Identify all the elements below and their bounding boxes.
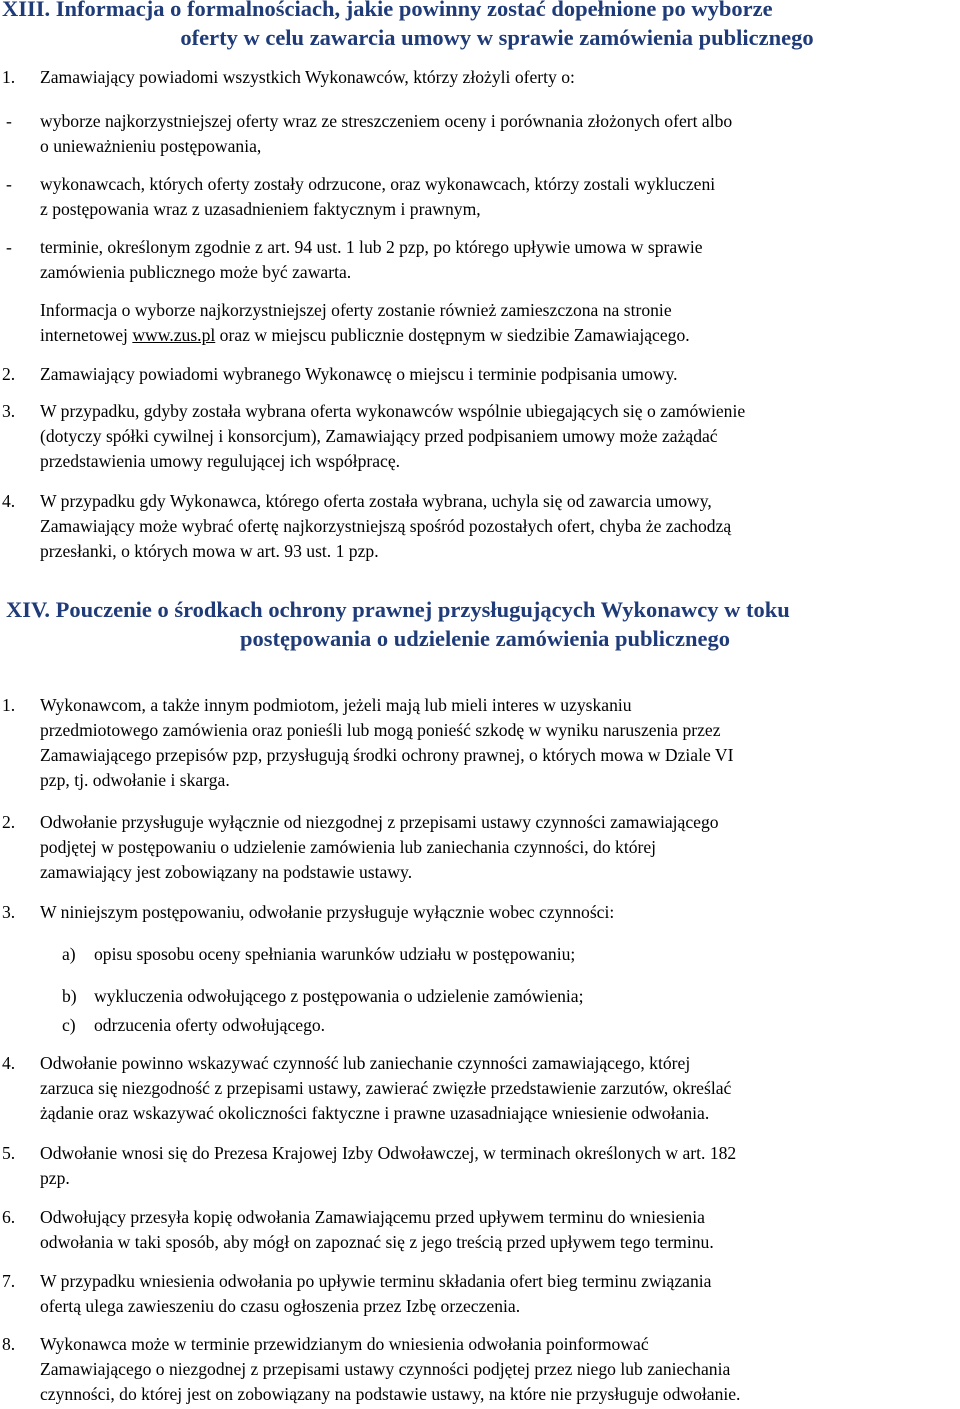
- item-number: 6.: [2, 1207, 16, 1227]
- section-13-title-line1: Informacja o formalnościach, jakie powinny zostać dopełnione po wyborze: [55, 0, 773, 21]
- zus-website-link[interactable]: www.zus.pl: [132, 325, 216, 345]
- section-14-title-line2: postępowania o udzielenie zamówienia publicznego: [239, 626, 730, 651]
- sub-item-text: wykluczenia odwołującego z postępowania o udzielenie zamówienia;: [94, 986, 584, 1006]
- item-number: 8.: [2, 1334, 16, 1354]
- bullet-text: terminie, określonym zgodnie z art. 94 ust. 1 lub 2 pzp, po którego upływie umowa w sprawie zamówienia publicznego może być zawarta.: [40, 237, 703, 282]
- info-paragraph: Informacja o wyborze najkorzystniejszej oferty zostanie również zamieszczona na stronie internetowej www.zus.pl oraz w miejscu publicznie dostępnym w siedzibie Zamawiającego.: [40, 300, 690, 345]
- section-14-number: XIV.: [6, 597, 50, 622]
- xiv-item-6-text: Odwołujący przesyła kopię odwołania Zamawiającemu przed upływem terminu do wniesienia odwołania w taki sposób, aby mógł on zapoznać się z jego treścią przed upływem tego terminu.: [40, 1207, 714, 1252]
- sub-item-label: a): [62, 944, 76, 964]
- item-number: 1.: [2, 67, 16, 87]
- item-number: 5.: [2, 1143, 16, 1163]
- item-number: 7.: [2, 1271, 16, 1291]
- bullet-dash: -: [6, 111, 12, 131]
- xiv-item-5-text: Odwołanie wnosi się do Prezesa Krajowej Izby Odwoławczej, w terminach określonych w art. 182 pzp.: [40, 1143, 737, 1188]
- section-14-heading: [0, 595, 960, 653]
- sub-item-text: odrzucenia oferty odwołującego.: [94, 1015, 326, 1035]
- item-number: 4.: [2, 491, 16, 511]
- item-number: 1.: [2, 695, 16, 715]
- xiv-item-1-text: Wykonawcom, a także innym podmiotom, jeżeli mają lub mieli interes w uzyskaniu przedmiotowego zamówienia oraz ponieśli lub mogą ponieść szkodę w wyniku naruszenia przez Zamawiającego przepisów pzp, przysługują środki ochrony prawnej, o których mowa w Dziale VI pzp, tj. odwołanie i skarga.: [40, 695, 734, 790]
- item-number: 4.: [2, 1053, 16, 1073]
- item-number: 2.: [2, 364, 16, 384]
- bullet-text: wyborze najkorzystniejszej oferty wraz ze streszczeniem oceny i porównania złożonych ofert albo o unieważnieniu postępowania,: [40, 111, 733, 156]
- xiv-item-8-text: Wykonawca może w terminie przewidzianym do wniesienia odwołania poinformować Zamawiającego o niezgodnej z przepisami ustawy czynności podjętej przez niego lub zaniechania czynności, do której jest on zobowiązany na podstawie ustawy, na które nie przysługuje odwołanie.: [40, 1334, 741, 1404]
- bullet-text: wykonawcach, których oferty zostały odrzucone, oraz wykonawcach, którzy zostali wykluczeni z postępowania wraz z uzasadnieniem faktycznym i prawnym,: [40, 174, 716, 219]
- section-13-title-line2: oferty w celu zawarcia umowy w sprawie zamówienia publicznego: [180, 25, 814, 50]
- sub-item-text: opisu sposobu oceny spełniania warunków udziału w postępowaniu;: [94, 944, 576, 964]
- item-3-text: W przypadku, gdyby została wybrana oferta wykonawców wspólnie ubiegających się o zamówienie (dotyczy spółki cywilnej i konsorcjum), Zamawiający przed podpisaniem umowy może zażądać przedstawienia umowy regulującej ich współpracę.: [40, 401, 746, 471]
- item-1-intro: Zamawiający powiadomi wszystkich Wykonawców, którzy złożyli oferty o:: [40, 67, 575, 87]
- xiv-item-4-text: Odwołanie powinno wskazywać czynność lub zaniechanie czynności zamawiającego, której zarzuca się niezgodność z przepisami ustawy, zawierać zwięzłe przedstawienie zarzutów, określać żądanie oraz wskazywać okoliczności faktyczne i prawne uzasadniające wniesienie odwołania.: [40, 1053, 732, 1123]
- xiv-item-7-text: W przypadku wniesienia odwołania po upływie terminu składania ofert bieg terminu związania ofertą ulega zawieszeniu do czasu ogłoszenia przez Izbę orzeczenia.: [40, 1271, 712, 1316]
- sub-item-label: b): [62, 986, 77, 1006]
- item-number: 2.: [2, 812, 16, 832]
- section-13-heading: [2, 0, 952, 52]
- section-13-number: XIII.: [2, 0, 51, 21]
- item-number: 3.: [2, 902, 16, 922]
- section-14-title-line1: Pouczenie o środkach ochrony prawnej przysługujących Wykonawcy w toku: [55, 597, 790, 622]
- item-2-text: Zamawiający powiadomi wybranego Wykonawcę o miejscu i terminie podpisania umowy.: [40, 364, 678, 384]
- xiv-item-2-text: Odwołanie przysługuje wyłącznie od niezgodnej z przepisami ustawy czynności zamawiającego podjętej w postępowaniu o udzielenie zamówienia lub zaniechania czynności, do której zamawiający jest zobowiązany na podstawie ustawy.: [40, 812, 719, 882]
- bullet-dash: -: [6, 174, 12, 194]
- item-number: 3.: [2, 401, 16, 421]
- sub-item-label: c): [62, 1015, 76, 1035]
- bullet-dash: -: [6, 237, 12, 257]
- xiv-item-3-text: W niniejszym postępowaniu, odwołanie przysługuje wyłącznie wobec czynności:: [40, 902, 615, 922]
- item-4-text: W przypadku gdy Wykonawca, którego oferta została wybrana, uchyla się od zawarcia umowy, Zamawiający może wybrać ofertę najkorzystniejszą spośród pozostałych ofert, chyba że zachodzą przesłanki, o których mowa w art. 93 ust. 1 pzp.: [40, 491, 732, 561]
